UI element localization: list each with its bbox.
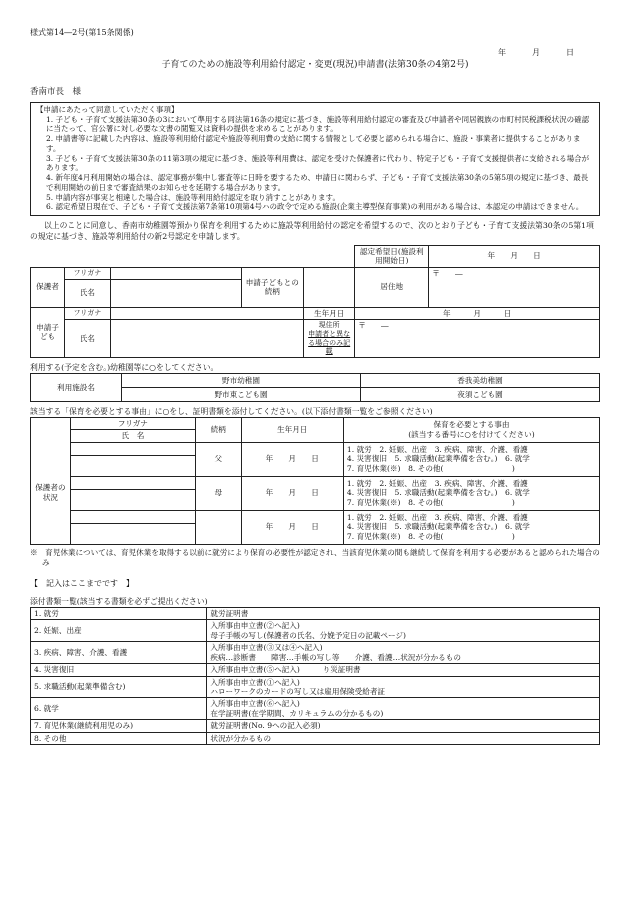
guardian-label-text: 保護者: [36, 282, 59, 292]
attachment-docs: 入所事由申立書(⑤へ記入) り災証明書: [207, 664, 600, 676]
relation-field[interactable]: [304, 267, 355, 307]
form-title: 子育てのための施設等利用給付認定・変更(現況)申請書(法第30条の4第2号): [161, 60, 469, 70]
residence-label: 居住地: [355, 267, 429, 307]
reason-name-field[interactable]: [70, 489, 195, 510]
attachment-doc: 入所事由申立書(③又は④へ記入): [210, 643, 323, 653]
notice-item: 1. 子ども・子育て支援法第30条の3において準用する同法第16条の規定に基づき、施設等利用給付認定の審査及び申請者や同居親族の市町村民税課税状況の確認に当たって、官公署に対し必要な文書の閲覧又は資料の提供を求めることがあります。: [46, 114, 590, 134]
header-month: 月: [532, 48, 566, 57]
header-day: 日: [566, 48, 600, 57]
desired-date-label: 認定希望日(施設利用開始日): [355, 245, 429, 267]
reason-options[interactable]: [343, 510, 599, 544]
applicant-table: [30, 245, 600, 358]
reason-name-field[interactable]: [70, 455, 195, 476]
reason-furigana-field[interactable]: [70, 510, 195, 523]
notice-item: 5. 申請内容が事実と相違した場合は、施設等利用給付認定を取り消すことがあります。: [46, 192, 340, 202]
attachment-reason: 5. 求職活動(起業準備含む): [31, 676, 207, 698]
childcare-leave-note: ※ 育児休業については、育児休業を取得する以前に就労により保育の必要性が認定され、当該育児休業の間も継続して保育を利用する必要があると認められた場合のみ: [30, 547, 600, 568]
guardian-name-label: 氏名: [65, 279, 111, 307]
facility-option-noichi[interactable]: 野市幼稚園: [122, 373, 361, 387]
guardian-furigana-field[interactable]: [110, 267, 241, 279]
reason-furigana-field[interactable]: [70, 476, 195, 489]
facility-caption: 利用する(予定を含む。)幼稚園等に○をしてください。: [30, 363, 219, 373]
child-label: 申請子ども: [31, 307, 65, 357]
birthdate-label: 生年月日: [304, 307, 355, 319]
reason-header-name: 氏 名: [70, 430, 195, 442]
reason-header-reason: [343, 417, 599, 442]
reason-line: 4. 災害復旧 5. 求職活動(起業準備を含む。) 6. 就学: [346, 454, 530, 464]
attachment-reason: 2. 妊娠、出産: [31, 620, 207, 642]
attachment-docs: 状況が分かるもの: [207, 732, 600, 744]
reason-options[interactable]: [343, 476, 599, 510]
reason-line: 1. 就労 2. 妊娠、出産 3. 疾病、障害、介護、看護: [346, 478, 528, 488]
attachment-doc: 母子手帳の写し(保護者の氏名、分娩予定日の記載ページ): [210, 630, 406, 640]
notice-item: 3. 子ども・子育て支援法第30条の11第3項の規定に基づき、施設等利用費は、認定を受けた保護者に代わり、特定子ども・子育て支援提供者に支給される場合があります。: [46, 153, 590, 173]
child-furigana-field[interactable]: [110, 307, 303, 319]
notice-item: 6. 認定希望日現在で、子ども・子育て支援法第7条第10項第4号ハの政令で定める施設(企業主導型保育事業)の利用がある場合は、本認定の申請はできません。: [46, 202, 584, 212]
attachment-reason: 6. 就学: [31, 698, 207, 720]
notice-item: 2. 申請書等に記載した内容は、施設等利用給付認定や施設等利用費の支給に関する情報として必要と認められる場合に、施設・事業者に提供することがあります。: [46, 134, 581, 153]
desired-date-field[interactable]: 年 月 日: [429, 245, 600, 267]
reason-options[interactable]: [343, 442, 599, 476]
attachment-reason: 3. 疾病、障害、介護、看護: [31, 642, 207, 664]
notice-heading: 【申請にあたって同意していただく事項】: [36, 104, 179, 114]
header-year: 年: [498, 48, 532, 57]
current-address-note: 申請者と異なる場合のみ記載: [308, 329, 351, 356]
reason-table: [30, 417, 600, 545]
reason-header-title: 保育を必要とする事由: [433, 420, 510, 430]
attachment-reason: 8. その他: [31, 732, 207, 744]
attachment-reason: 1. 就労: [31, 607, 207, 619]
consent-notice: [30, 102, 600, 216]
current-address-postal: 〒 ―: [358, 321, 389, 331]
attachment-docs: [207, 642, 600, 664]
reason-caption: 該当する「保育を必要とする事由」に○をし、証明書類を添付してください。(以下添付書類一覧をご参照ください): [30, 406, 433, 416]
reason-corner-lower: [31, 430, 71, 442]
reason-birthdate[interactable]: 年 月 日: [241, 476, 343, 510]
attachment-docs: 就労証明書: [207, 607, 600, 619]
addressee: 香南市長 様: [30, 87, 82, 98]
attachment-reason: 4. 災害復旧: [31, 664, 207, 676]
guardian-name-field[interactable]: [110, 279, 241, 307]
reason-line: 7. 育児休業(※) 8. その他( ): [346, 531, 515, 541]
reason-relation: 母: [196, 476, 242, 510]
relation-label: 申請子どもとの続柄: [241, 267, 304, 307]
current-address-title: 現住所: [318, 321, 340, 330]
reason-line: 4. 災害復旧 5. 求職活動(起業準備を含む。) 6. 就学: [346, 522, 530, 532]
attachment-reason: 7. 育児休業(継続利用児のみ): [31, 720, 207, 732]
reason-line: 1. 就労 2. 妊娠、出産 3. 疾病、障害、介護、看護: [346, 444, 528, 454]
facility-option-noichi-higashi[interactable]: 野市東こども園: [122, 387, 361, 401]
birthdate-field[interactable]: 年 月 日: [355, 307, 600, 319]
reason-header-relation: 続柄: [196, 417, 242, 442]
reason-birthdate[interactable]: 年 月 日: [241, 442, 343, 476]
facility-option-kagami[interactable]: 香我美幼稚園: [361, 373, 600, 387]
child-name-label: 氏名: [65, 320, 111, 358]
reason-header-birthdate: 生年月日: [241, 417, 343, 442]
attachment-doc: 在学証明書(在学期間、カリキュラムの分かるもの): [210, 708, 384, 718]
reason-row-label: 保護者の状況: [31, 442, 71, 544]
attachments-table: [30, 607, 600, 746]
agreement-text: 以上のことに同意し、香南市幼稚園等預かり保育を利用するために施設等利用給付の認定を希望するので、次のとおり子ども・子育て支援法第30条の5第1項の規定に基づき、施設等利用給付の新2号認定を申請します。: [30, 221, 594, 242]
reason-line: 7. 育児休業(※) 8. その他( ): [346, 463, 515, 473]
attachment-doc: 入所事由申立書(①へ記入): [210, 677, 300, 687]
reason-birthdate[interactable]: 年 月 日: [241, 510, 343, 544]
facility-label: 利用施設名: [31, 373, 122, 401]
form-id: 様式第14―2号(第15条関係): [30, 28, 134, 37]
reason-relation: 父: [196, 442, 242, 476]
residence-field[interactable]: [429, 267, 600, 307]
attachment-docs: [207, 698, 600, 720]
attachment-doc: ハローワークのカードの写し又は雇用保険受給者証: [210, 686, 386, 696]
attachment-docs: [207, 620, 600, 642]
facility-table: [30, 373, 600, 402]
reason-header-sub: (該当する番号に○を付けてください): [408, 429, 535, 439]
facility-option-yasu[interactable]: 夜須こども園: [361, 387, 600, 401]
reason-relation[interactable]: [196, 510, 242, 544]
notice-item: 4. 新年度4月利用開始の場合は、認定事務が集中し審査等に日時を要するため、申請日に関わらず、子ども・子育て支援法第30条の5第5項の規定に基づき、最長で利用開始の前日まで審査結果のお知らせを延期する場合があります。: [46, 173, 589, 192]
attachment-doc: 疾病…診断書 障害…手帳の写し等 介護、看護…状況が分かるもの: [210, 652, 461, 662]
child-furigana-label: フリガナ: [65, 307, 111, 319]
end-marker: 【 記入はここまでです 】: [30, 578, 134, 588]
attachments-caption: 添付書類一覧(該当する書類を必ずご提出ください): [30, 596, 208, 606]
reason-line: 4. 災害復旧 5. 求職活動(起業準備を含む。) 6. 就学: [346, 488, 530, 498]
reason-corner: [31, 417, 71, 429]
current-address-label: [304, 320, 355, 358]
child-name-field[interactable]: [110, 320, 303, 358]
reason-line: 7. 育児休業(※) 8. その他( ): [346, 497, 515, 507]
reason-line: 1. 就労 2. 妊娠、出産 3. 疾病、障害、介護、看護: [346, 512, 528, 522]
attachment-doc: 入所事由申立書(②へ記入): [210, 621, 300, 631]
header-date: [498, 48, 600, 58]
current-address-field[interactable]: [355, 320, 600, 358]
attachment-docs: 就労証明書(No. 9への記入必須): [207, 720, 600, 732]
residence-postal: 〒 ―: [432, 268, 463, 278]
reason-furigana-field[interactable]: [70, 442, 195, 455]
guardian-furigana-label: フリガナ: [65, 267, 111, 279]
guardian-label: [31, 267, 65, 307]
reason-header-furigana: フリガナ: [70, 417, 195, 429]
attachment-docs: [207, 676, 600, 698]
attachment-doc: 入所事由申立書(⑥へ記入): [210, 699, 300, 709]
reason-name-field[interactable]: [70, 523, 195, 544]
